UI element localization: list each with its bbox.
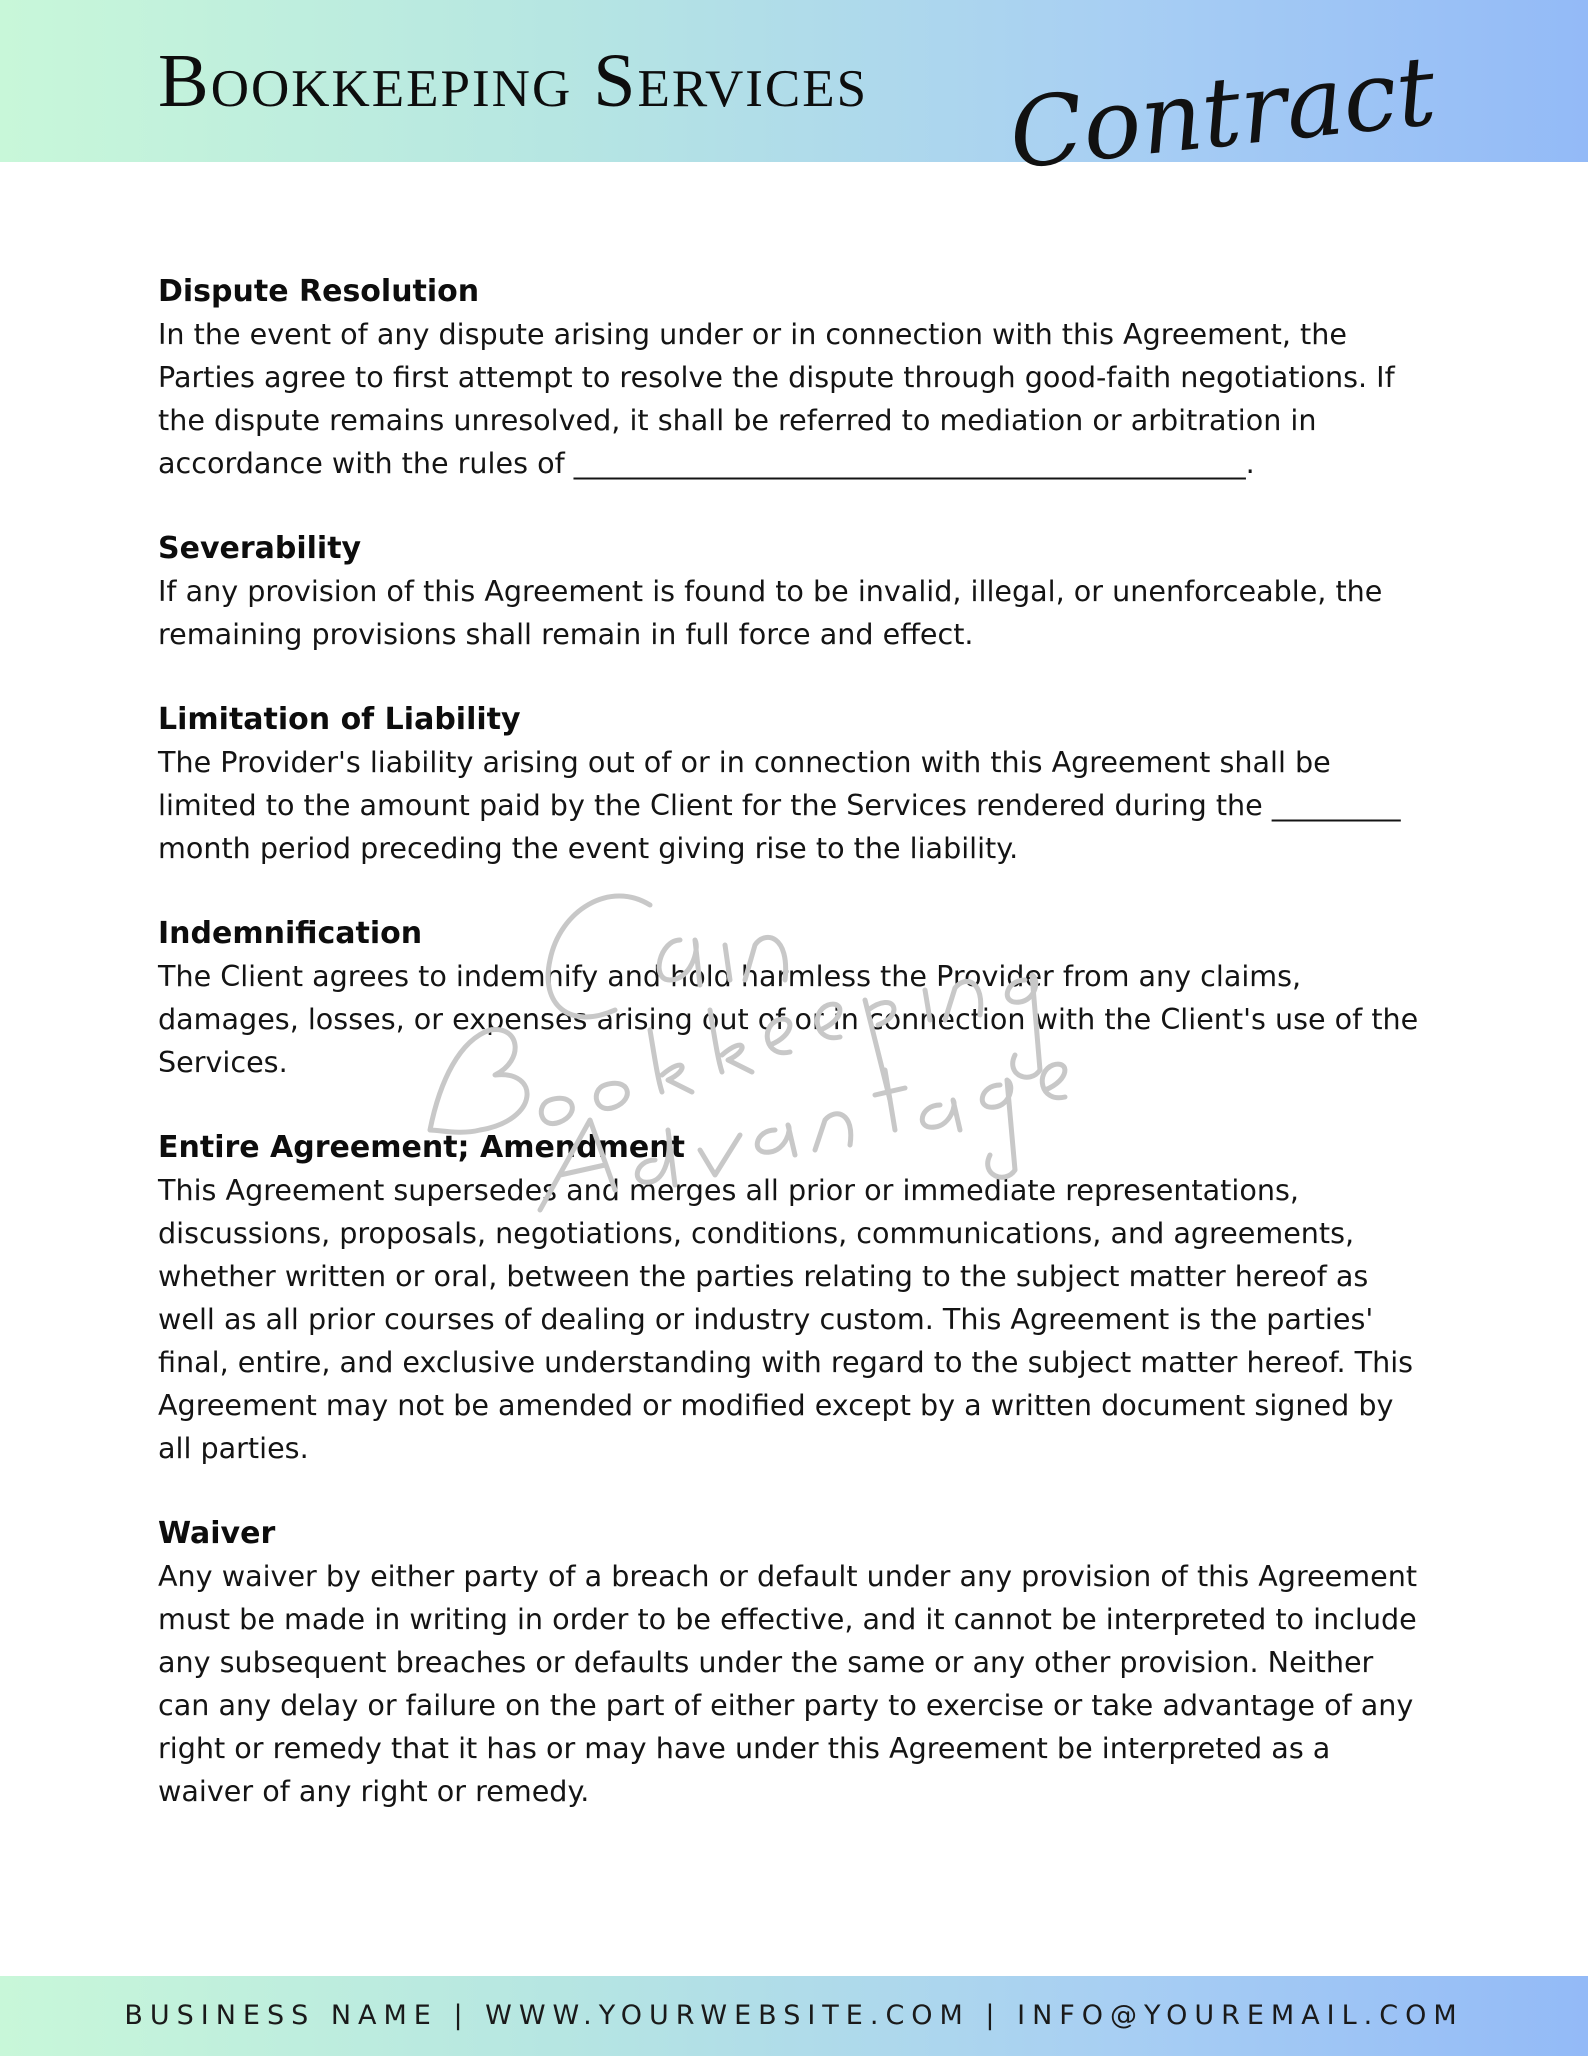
contract-script-word: Contract xyxy=(1004,34,1441,191)
section-dispute-resolution xyxy=(158,270,1428,485)
section-waiver xyxy=(158,1512,1428,1813)
section-heading: Severability xyxy=(158,531,362,566)
section-heading: Limitation of Liability xyxy=(158,702,521,737)
section-body: The Provider's liability arising out of or in connection with this Agreement shall be limited to the amount paid by the Client for the Services rendered during the _________ month period preceding the event giving rise to the liability. xyxy=(158,745,1401,865)
document-title: Bookkeeping Services xyxy=(158,39,869,123)
header-band xyxy=(0,0,1588,191)
section-body: If any provision of this Agreement is found to be invalid, illegal, or unenforceable, the remaining provisions shall remain in full force and effect. xyxy=(158,574,1383,651)
document-body xyxy=(158,270,1428,1855)
section-severability xyxy=(158,527,1428,656)
section-indemnification xyxy=(158,912,1428,1084)
section-heading: Entire Agreement; Amendment xyxy=(158,1130,685,1165)
section-limitation-of-liability xyxy=(158,698,1428,870)
section-heading: Waiver xyxy=(158,1516,276,1551)
footer-band xyxy=(0,1976,1588,2056)
section-body: This Agreement supersedes and merges all prior or immediate representations, discussions, proposals, negotiations, conditions, communications, and agreements, whether written or oral, between the parties relating to the subject matter hereof as well as all prior courses of dealing or industry custom. This Agreement is the parties' final, entire, and exclusive understanding with regard to the subject matter hereof. This Agreement may not be amended or modified except by a written document signed by all parties. xyxy=(158,1173,1414,1465)
section-body: The Client agrees to indemnify and hold harmless the Provider from any claims, damages, losses, or expenses arising out of or in connection with the Client's use of the Services. xyxy=(158,959,1419,1079)
section-heading: Dispute Resolution xyxy=(158,274,480,309)
section-body: Any waiver by either party of a breach or default under any provision of this Agreement must be made in writing in order to be effective, and it cannot be interpreted to include any subsequent breaches or defaults under the same or any other provision. Neither can any delay or failure on the part of either party to exercise or take advantage of any right or remedy that it has or may have under this Agreement be interpreted as a waiver of any right or remedy. xyxy=(158,1559,1418,1808)
footer-contact-line: BUSINESS NAME | WWW.YOURWEBSITE.COM | INFO@YOUREMAIL.COM xyxy=(124,2000,1464,2031)
section-heading: Indemnification xyxy=(158,916,423,951)
section-entire-agreement xyxy=(158,1126,1428,1470)
section-body: In the event of any dispute arising under or in connection with this Agreement, the Parties agree to first attempt to resolve the dispute through good-faith negotiations. If the dispute remains unresolved, it shall be referred to mediation or arbitration in accordance with the rules of _______________________________________________. xyxy=(158,317,1395,480)
